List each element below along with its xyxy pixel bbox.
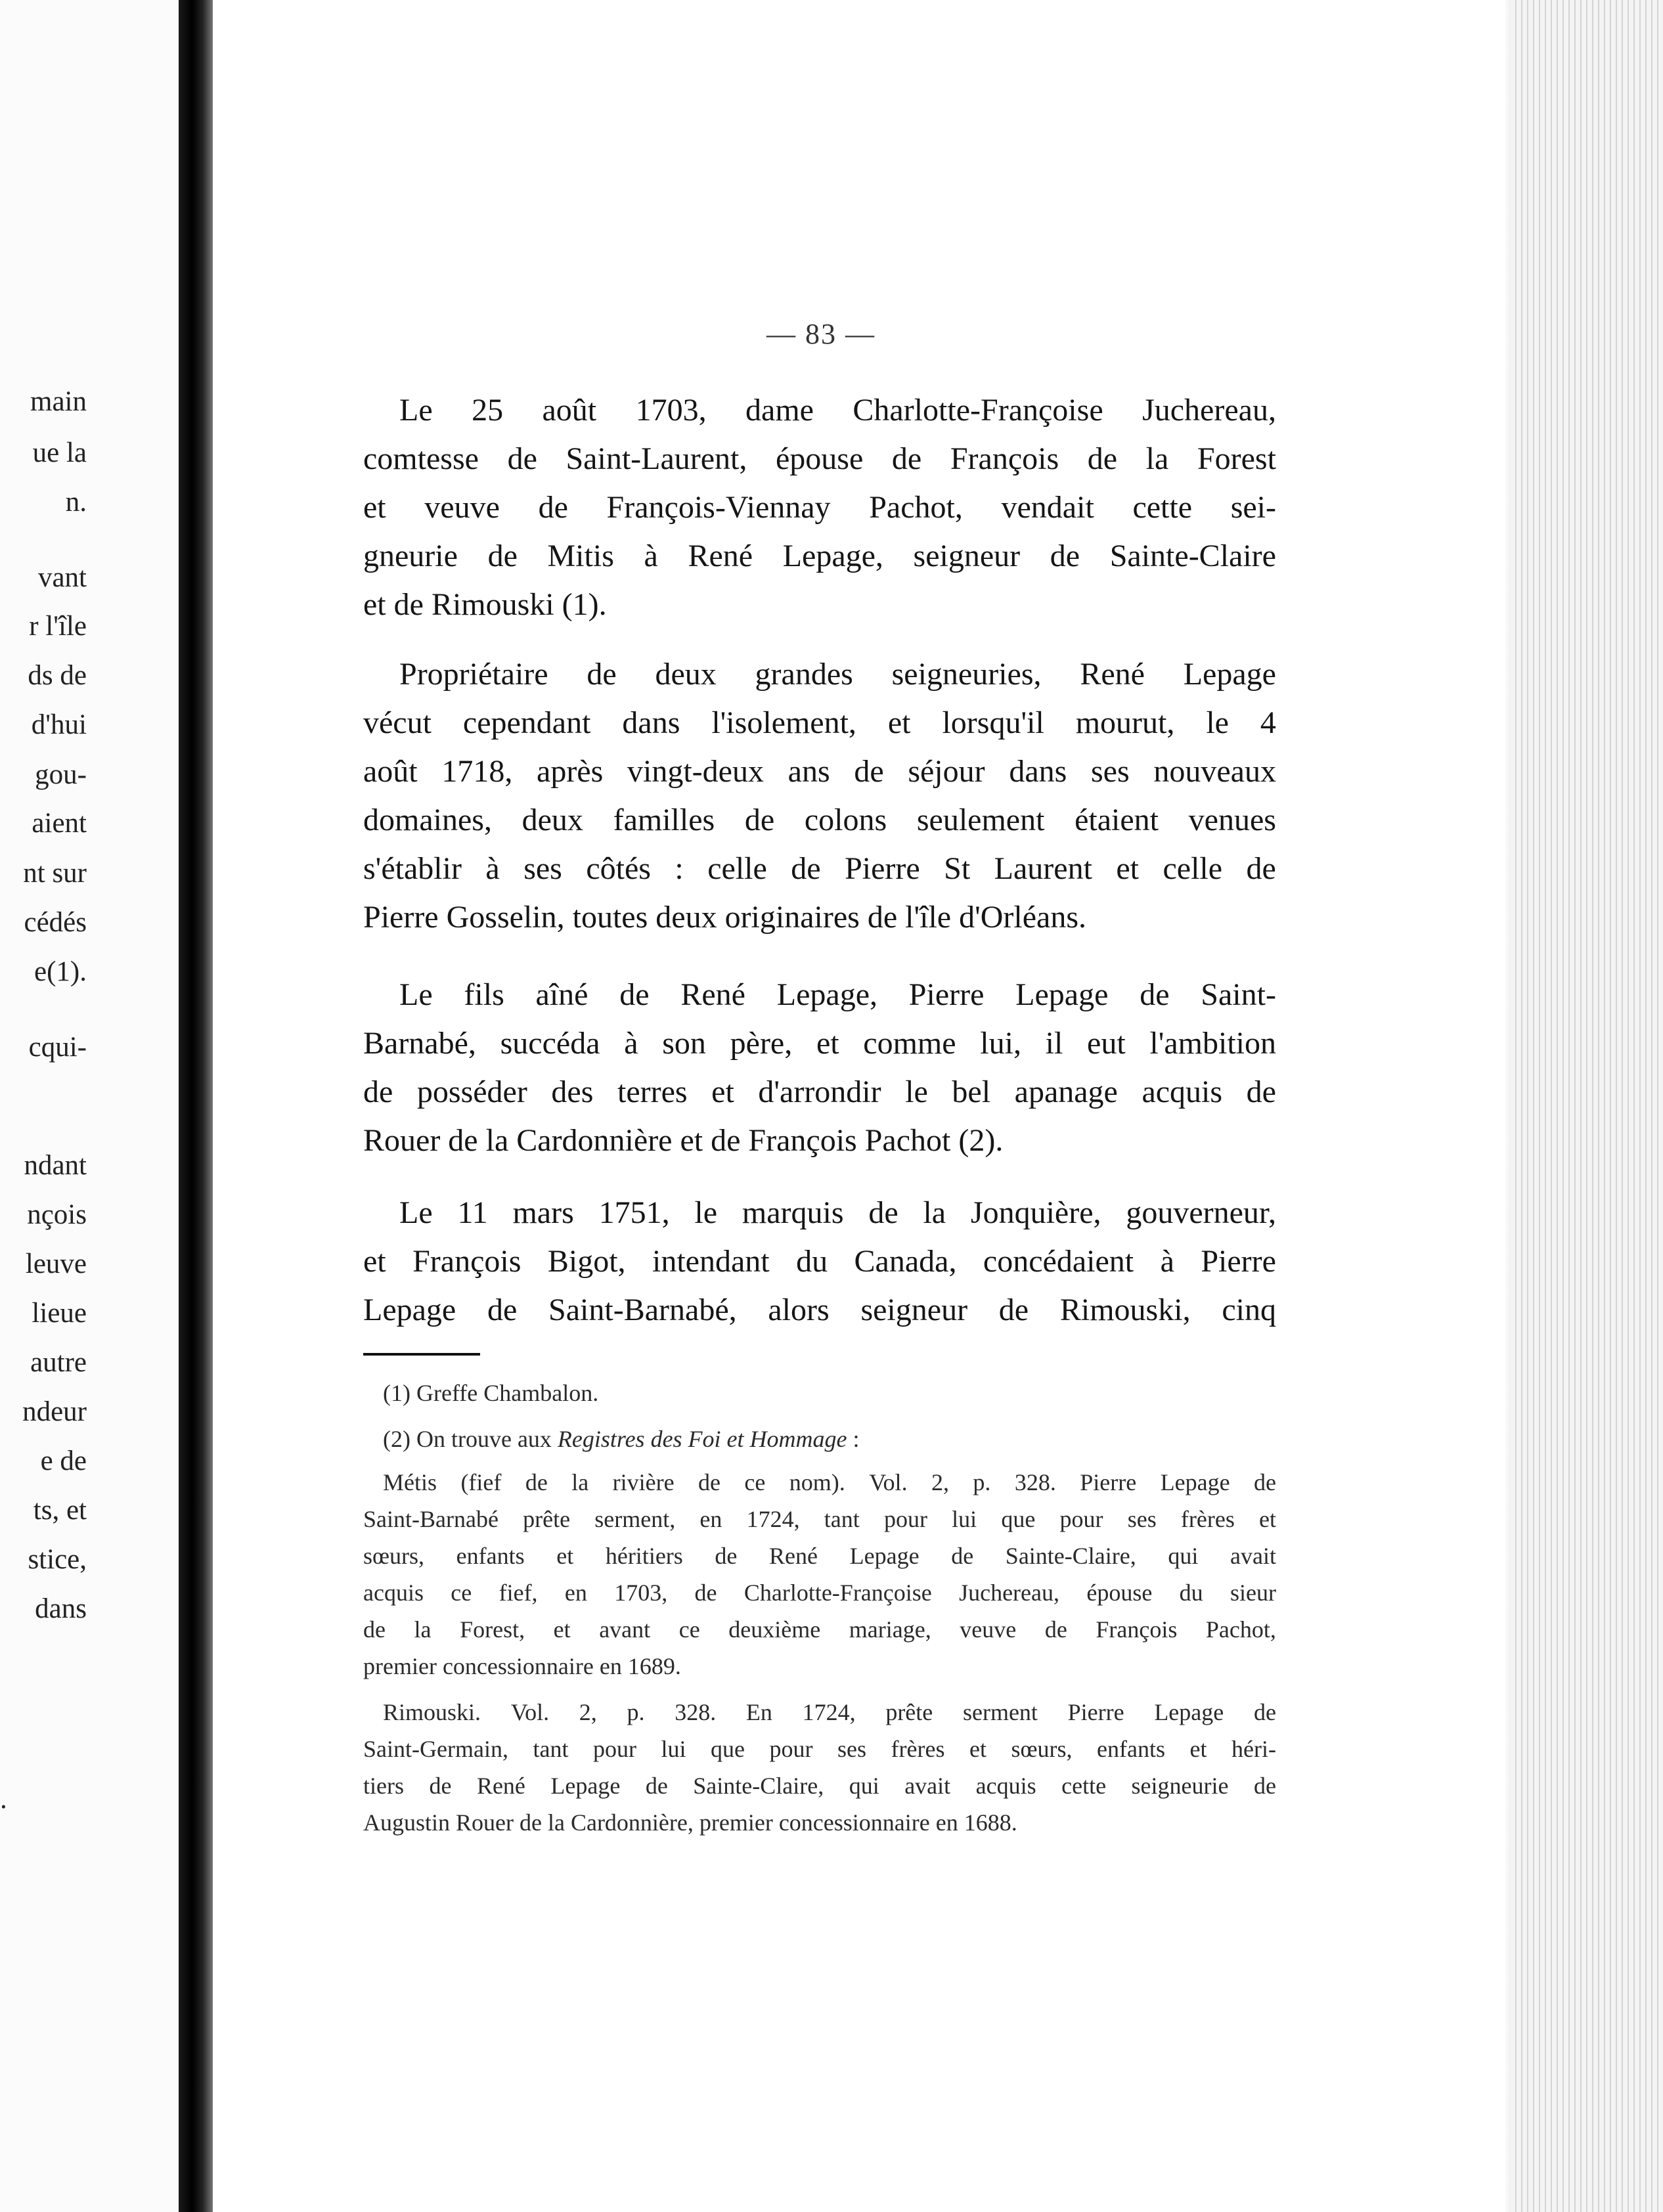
text-line: de posséder des terres et d'arrondir le bel apanage acquis de: [363, 1074, 1276, 1109]
text-line: Le fils aîné de René Lepage, Pierre Lepage de Saint-: [399, 977, 1276, 1012]
facing-page-fragment: dans: [35, 1593, 87, 1624]
facing-page-fragment: .: [0, 1784, 7, 1815]
text-line: et de Rimouski (1).: [363, 587, 607, 622]
footnote-rule: [363, 1353, 480, 1356]
footnote-line: Saint-Barnabé prête serment, en 1724, tant pour lui que pour ses frères et: [363, 1506, 1276, 1532]
text-line: Le 11 mars 1751, le marquis de la Jonquière, gouverneur,: [399, 1195, 1276, 1230]
footnote-line: Saint-Germain, tant pour lui que pour ses frères et sœurs, enfants et héri-: [363, 1736, 1276, 1762]
paragraph: [363, 971, 1276, 1165]
footnote-line: Métis (fief de la rivière de ce nom). Vol. 2, p. 328. Pierre Lepage de: [383, 1469, 1276, 1495]
text-line: Lepage de Saint-Barnabé, alors seigneur de Rimouski, cinq: [363, 1293, 1276, 1327]
footnote-line: Augustin Rouer de la Cardonnière, premier concessionnaire en 1688.: [363, 1809, 1017, 1836]
footnote-line: tiers de René Lepage de Sainte-Claire, qui avait acquis cette seigneurie de: [363, 1773, 1276, 1799]
facing-page-fragment: d'hui: [31, 709, 87, 740]
footnote-metis: [363, 1464, 1276, 1685]
footnotes: [363, 1375, 1276, 1841]
footnote-rimouski: [363, 1694, 1276, 1841]
text-line: gneurie de Mitis à René Lepage, seigneur de Sainte-Claire: [363, 539, 1276, 573]
footnote-2: (2) On trouve aux Registres des Foi et Hommage :: [383, 1426, 860, 1452]
text-line: Rouer de la Cardonnière et de François Pachot (2).: [363, 1123, 1004, 1158]
facing-page-fragment: ue la: [32, 437, 87, 468]
page-number: — 83 —: [766, 318, 876, 350]
text-line: vécut cependant dans l'isolement, et lorsqu'il mourut, le 4: [363, 705, 1276, 740]
paragraph: [363, 386, 1276, 629]
text-line: Pierre Gosselin, toutes deux originaires de l'île d'Orléans.: [363, 900, 1087, 935]
text-line: août 1718, après vingt-deux ans de séjour dans ses nouveaux: [363, 754, 1276, 789]
text-line: Propriétaire de deux grandes seigneuries, René Lepage: [399, 657, 1276, 692]
text-line: domaines, deux familles de colons seulement étaient venues: [363, 803, 1276, 837]
facing-page-fragment: ndeur: [22, 1396, 87, 1427]
paragraph: [363, 1189, 1276, 1335]
facing-page-fragment: e(1).: [34, 956, 87, 987]
footnote-line: Rimouski. Vol. 2, p. 328. En 1724, prête serment Pierre Lepage de: [383, 1699, 1276, 1725]
text-line: s'établir à ses côtés : celle de Pierre St Laurent et celle de: [363, 851, 1276, 886]
facing-page-fragment: e de: [40, 1446, 87, 1476]
footnote-line: sœurs, enfants et héritiers de René Lepage de Sainte-Claire, qui avait: [363, 1543, 1276, 1569]
facing-page-fragment: nçois: [27, 1199, 87, 1230]
text-line: Barnabé, succéda à son père, et comme lui, il eut l'ambition: [363, 1026, 1276, 1061]
facing-page-fragment: nt sur: [23, 858, 87, 889]
footnote-line: acquis ce fief, en 1703, de Charlotte-Françoise Juchereau, épouse du sieur: [363, 1580, 1276, 1606]
facing-page-fragment: gou-: [35, 759, 87, 790]
book-gutter: [179, 0, 213, 2212]
text-line: et François Bigot, intendant du Canada, concédaient à Pierre: [363, 1244, 1276, 1279]
paragraph: [363, 650, 1276, 942]
facing-page-fragment: ts, et: [33, 1495, 87, 1526]
footnote-line: de la Forest, et avant ce deuxième mariage, veuve de François Pachot,: [363, 1616, 1276, 1643]
facing-page-fragment: n.: [65, 487, 87, 518]
facing-page-fragment: cqui-: [28, 1032, 87, 1063]
facing-page-fragment: vant: [37, 562, 87, 593]
facing-page-fragment: ndant: [24, 1150, 87, 1181]
facing-page-fragment: aient: [32, 808, 87, 839]
text-line: Le 25 août 1703, dame Charlotte-Françoise Juchereau,: [399, 393, 1276, 428]
text-line: et veuve de François-Viennay Pachot, vendait cette sei-: [363, 490, 1276, 525]
footnote-1: (1) Greffe Chambalon.: [383, 1380, 599, 1406]
footnote-line: premier concessionnaire en 1689.: [363, 1653, 681, 1679]
facing-page-fragment: leuve: [25, 1249, 87, 1279]
facing-page-fragment: ds de: [28, 660, 87, 691]
facing-page-fragment: cédés: [24, 907, 87, 938]
facing-page-fragment: lieue: [32, 1298, 87, 1329]
text-line: comtesse de Saint-Laurent, épouse de François de la Forest: [363, 441, 1276, 476]
page-stack-edge: [1511, 0, 1663, 2212]
facing-page-fragment: r l'île: [29, 611, 87, 642]
facing-page: [0, 0, 190, 2212]
facing-page-fragment: stice,: [28, 1544, 87, 1575]
facing-page-fragment: main: [30, 386, 87, 417]
facing-page-fragment: autre: [30, 1347, 87, 1378]
